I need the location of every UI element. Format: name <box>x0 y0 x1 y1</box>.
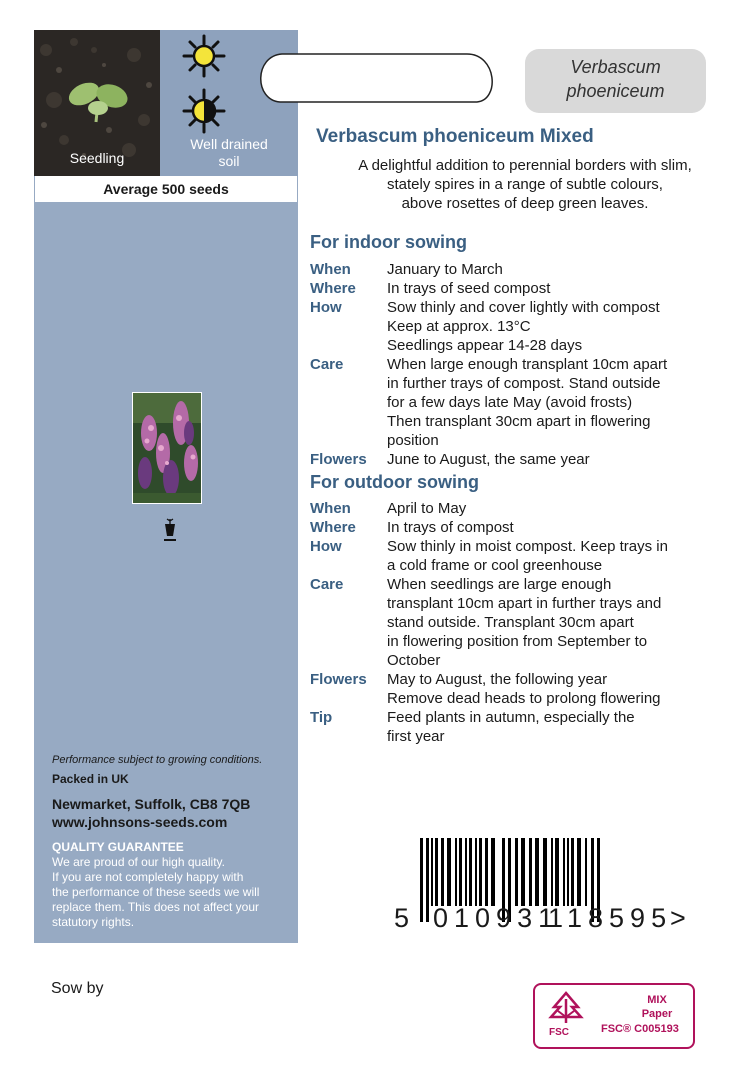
barcode-group2: 118595 <box>548 903 673 933</box>
indoor-where-row <box>310 279 730 298</box>
row-value: Sow thinly and cover lightly with compost Keep at approx. 13°C Seedlings appear 14-28 days <box>387 299 660 354</box>
barcode-bar <box>543 838 547 906</box>
barcode-bar <box>529 838 532 906</box>
product-description <box>310 156 740 213</box>
row-value: Sow thinly in moist compost. Keep trays in a cold frame or cool greenhouse <box>387 538 668 574</box>
indoor-sowing-heading: For indoor sowing <box>310 232 467 252</box>
fsc-code: FSC® C005193 <box>601 1023 679 1035</box>
hanger-tab-outline <box>252 50 502 106</box>
row-key: How <box>310 299 342 316</box>
barcode-bar <box>585 838 587 906</box>
barcode-bar <box>420 838 423 922</box>
row-key: When <box>310 500 351 517</box>
outdoor-how-row <box>310 537 730 575</box>
barcode-bar <box>426 838 429 922</box>
description-line: stately spires in a range of subtle colours, <box>387 176 663 193</box>
row-key: Tip <box>310 709 333 726</box>
row-value: Feed plants in autumn, especially the first year <box>387 709 635 745</box>
soil-label <box>160 136 298 170</box>
barcode-bar <box>571 838 574 906</box>
flower-image <box>133 393 202 504</box>
product-title: Verbascum phoeniceum Mixed <box>316 126 594 147</box>
row-value: April to May <box>387 500 467 517</box>
row-value: June to August, the same year <box>387 451 590 468</box>
brand-pot-icon <box>163 518 177 544</box>
barcode-bar <box>577 838 581 906</box>
barcode-bar <box>447 838 451 906</box>
guarantee-line: statutory rights. <box>52 915 135 929</box>
performance-note: Performance subject to growing conditions. <box>52 754 263 766</box>
description-line: A delightful addition to perennial borders with slim, <box>358 157 692 174</box>
outdoor-where-row <box>310 518 730 537</box>
row-key: Where <box>310 280 356 297</box>
guarantee-line: If you are not completely happy with <box>52 870 244 884</box>
fsc-paper: Paper <box>641 1008 673 1020</box>
guarantee-text <box>52 855 292 930</box>
barcode-bar <box>435 838 438 906</box>
fsc-mix-text <box>627 993 687 1021</box>
row-value: May to August, the following year Remove dead heads to prolong flowering <box>387 671 661 707</box>
guarantee-line: replace them. This does not affect your <box>52 900 260 914</box>
barcode-bar <box>459 838 462 906</box>
indoor-care-row <box>310 355 730 450</box>
outdoor-tip-row <box>310 708 730 746</box>
packed-in: Packed in UK <box>52 772 129 786</box>
soil-label-line1: Well drained <box>190 136 268 152</box>
row-value: When large enough transplant 10cm apart in further trays of compost. Stand outside for a few days late May (avoid frosts) Then transplant 30cm apart in flowering position <box>387 356 668 449</box>
indoor-how-row <box>310 298 730 355</box>
fsc-label: FSC <box>549 1027 569 1038</box>
barcode-group1: 010931 <box>433 903 560 933</box>
row-value: When seedlings are large enough transplant 10cm apart in further trays and stand outside. Transplant 30cm apart in flowering position from September to October <box>387 576 662 669</box>
full-sun-icon <box>184 36 224 76</box>
flower-photo <box>132 392 202 504</box>
barcode-bar <box>475 838 477 906</box>
company-website[interactable]: www.johnsons-seeds.com <box>52 814 228 830</box>
barcode-end-mark: > <box>670 903 686 933</box>
barcode-bar <box>515 838 518 906</box>
description-line: above rosettes of deep green leaves. <box>401 195 649 212</box>
guarantee-line: the performance of these seeds we will <box>52 885 260 899</box>
barcode-first-digit: 5 <box>394 903 410 933</box>
outdoor-sowing-rows <box>310 499 730 746</box>
barcode-bar <box>455 838 457 906</box>
row-key: Flowers <box>310 671 367 688</box>
seedling-photo <box>34 30 160 176</box>
row-key: Flowers <box>310 451 367 468</box>
outdoor-flowers-row <box>310 670 730 708</box>
latin-name-box <box>525 49 706 113</box>
barcode-bar <box>465 838 467 906</box>
soil-label-line2: soil <box>218 153 240 169</box>
barcode-bar <box>555 838 559 906</box>
fsc-tree-icon <box>541 989 591 1029</box>
fsc-mix: MIX <box>647 994 667 1006</box>
indoor-flowers-row <box>310 450 730 469</box>
outdoor-when-row <box>310 499 730 518</box>
company-address: Newmarket, Suffolk, CB8 7QB <box>52 796 251 812</box>
barcode-bar <box>535 838 539 906</box>
partial-shade-icon <box>184 90 224 132</box>
barcode-bar <box>479 838 482 906</box>
barcode-bar <box>491 838 495 906</box>
indoor-sowing-rows <box>310 260 730 469</box>
row-key: Where <box>310 519 356 536</box>
row-value: In trays of seed compost <box>387 280 551 297</box>
latin-name-line2: phoeniceum <box>566 81 665 101</box>
barcode-bar <box>567 838 569 906</box>
outdoor-care-row <box>310 575 730 670</box>
guarantee-line: We are proud of our high quality. <box>52 855 225 869</box>
barcode-bar <box>521 838 525 906</box>
barcode-bar <box>469 838 472 906</box>
row-key: Care <box>310 576 344 593</box>
barcode-bar <box>551 838 553 906</box>
barcode-bar <box>441 838 444 906</box>
outdoor-sowing-heading: For outdoor sowing <box>310 472 479 492</box>
seedling-label: Seedling <box>69 150 125 166</box>
average-seeds: Average 500 seeds <box>34 176 298 202</box>
fsc-logo <box>533 983 695 1049</box>
indoor-when-row <box>310 260 730 279</box>
row-key: When <box>310 261 351 278</box>
sow-by-label: Sow by <box>51 980 104 997</box>
latin-name-line1: Verbascum <box>570 57 661 77</box>
row-value: January to March <box>387 261 503 278</box>
barcode-bar <box>485 838 488 906</box>
row-value: In trays of compost <box>387 519 514 536</box>
row-key: How <box>310 538 342 555</box>
barcode-bar <box>431 838 433 906</box>
row-key: Care <box>310 356 344 373</box>
barcode-bar <box>563 838 565 906</box>
left-info-panel <box>34 30 298 943</box>
guarantee-title: QUALITY GUARANTEE <box>52 840 184 854</box>
